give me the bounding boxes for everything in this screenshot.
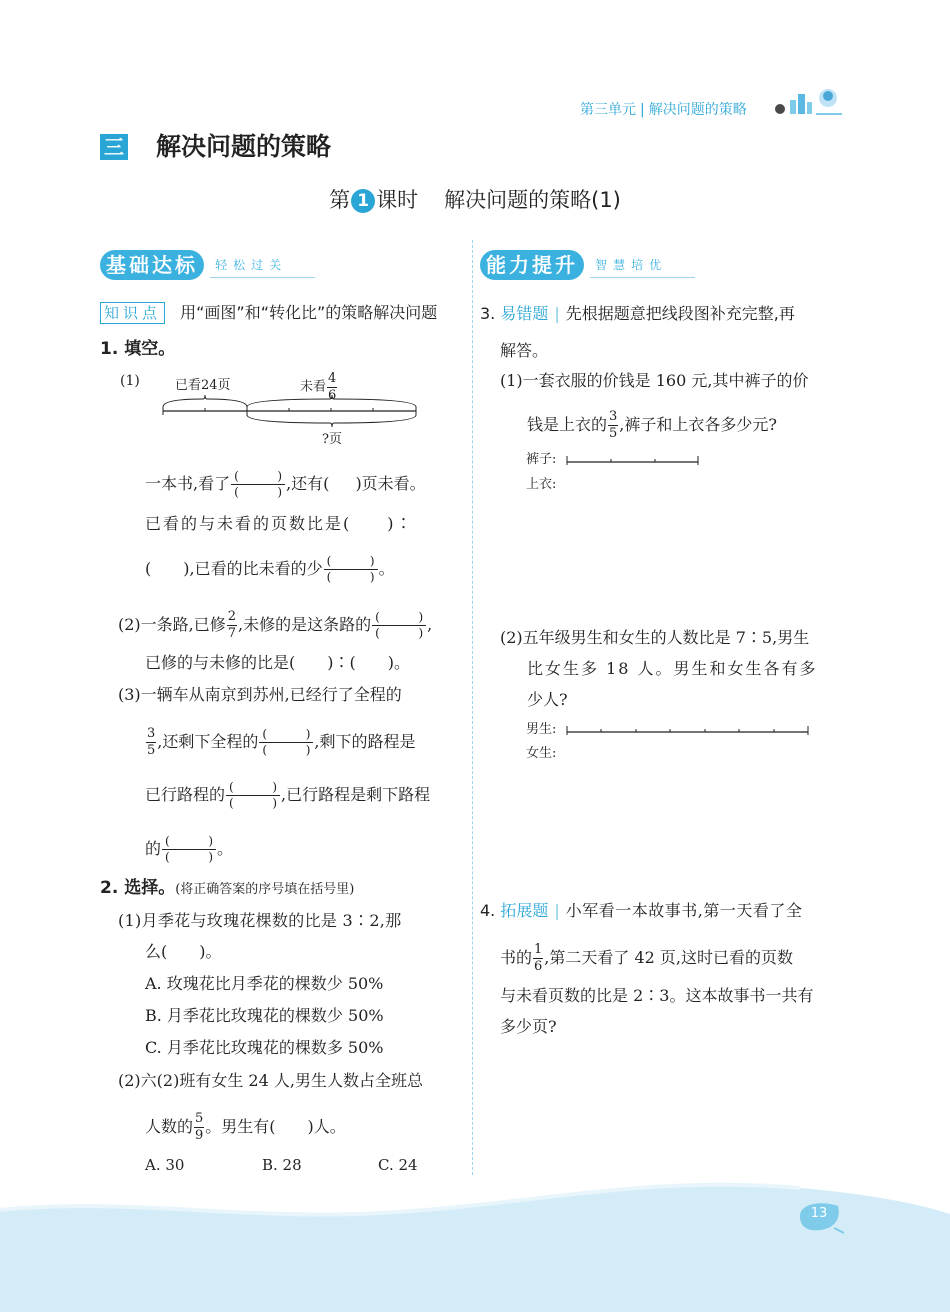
knowledge-tag: 知识点	[100, 302, 165, 324]
badge-sub-basic: 轻松过关	[215, 258, 288, 272]
q1-title: 1. 填空。	[100, 339, 176, 359]
q4-den: 6	[534, 959, 543, 974]
q1-3-line2	[145, 727, 415, 758]
diagram-unread-text: 未看	[300, 379, 327, 395]
q2-note: (将正确答案的序号填在括号里)	[175, 882, 355, 897]
q1-2-line1	[118, 610, 432, 641]
q1-3-line2-b: ,剩下的路程是	[314, 732, 416, 751]
q3-1-line2-a: 钱是上衣的	[527, 415, 608, 434]
q3-1-pants-label: 裤子:	[526, 452, 557, 467]
q1-1-line1-b: ,还有(	[286, 474, 330, 493]
q4-num: 1	[534, 942, 543, 957]
q3-1-line1: (1)一套衣服的价钱是 160 元,其中裤子的价	[500, 371, 809, 390]
diagram-unread-den: 6	[328, 388, 337, 403]
q1-1-line3-a: ( ),已看的比未看的少	[145, 559, 323, 578]
section-badge-basic	[100, 250, 287, 280]
q1-2-line1-a: (2)一条路,已修	[118, 615, 226, 634]
q2-1-option-a[interactable]: A. 玫瑰花比月季花的棵数少 50%	[145, 974, 384, 993]
q3-line2: 解答。	[500, 341, 549, 360]
badge-underline-basic	[210, 277, 315, 278]
badge-title-advanced: 能力提升	[480, 250, 584, 280]
q4-line2-a: 书的	[500, 948, 533, 967]
q3-1-num: 3	[609, 409, 618, 424]
q2-2-den: 9	[195, 1128, 204, 1143]
q3-number: 3.	[480, 304, 496, 323]
badge-underline-advanced	[590, 277, 695, 278]
q3-1-den: 5	[609, 426, 618, 441]
fraction-blank-4[interactable]: ( ) ( )	[259, 728, 313, 757]
q2-2-line2	[145, 1112, 346, 1143]
q2-title	[100, 877, 354, 899]
knowledge-text: 用“画图”和“转化比”的策略解决问题	[180, 303, 438, 322]
badge-sub-advanced: 智慧培优	[595, 258, 668, 272]
chapter-number-box: 三	[100, 134, 128, 160]
q3-tag: 易错题	[500, 304, 549, 323]
q1-3-line4-b: 。	[217, 839, 234, 858]
q3-2-boys-label: 男生:	[526, 722, 557, 737]
fraction-blank-5[interactable]: ( ) ( )	[226, 781, 280, 810]
knowledge-point	[100, 302, 437, 324]
q2-2-line2-a: 人数的	[145, 1117, 194, 1136]
q1-1-label: (1)	[120, 373, 140, 389]
q3-tag-separator: |	[554, 304, 560, 323]
section-badge-advanced	[480, 250, 667, 280]
q1-3-line4	[145, 835, 233, 864]
fraction-blank-2[interactable]: ( ) ( )	[324, 555, 378, 584]
q1-1-line1-a: 一本书,看了	[145, 474, 231, 493]
chapter-title: 解决问题的策略	[156, 132, 332, 161]
q3-text-1: 先根据题意把线段图补充完整,再	[565, 304, 795, 323]
q1-2-num: 2	[227, 609, 237, 624]
q2-2-option-a[interactable]: A. 30	[145, 1156, 185, 1174]
diagram-unread-num: 4	[328, 371, 337, 386]
q4-tag: 拓展题	[500, 901, 549, 920]
q1-1-line1	[145, 470, 426, 499]
q2-2-line2-b: 。男生有( )人。	[205, 1117, 346, 1136]
q2-title-text: 2. 选择。	[100, 878, 176, 898]
fraction-blank-1[interactable]: ( ) ( )	[231, 470, 285, 499]
q1-1-line3-b: 。	[378, 559, 395, 578]
q4-line2-b: ,第二天看了 42 页,这时已看的页数	[544, 948, 794, 967]
column-divider	[472, 240, 473, 1175]
q3-2-line2: 比女生多 18 人。男生和女生各有多	[527, 659, 818, 678]
q2-1-line1: (1)月季花与玫瑰花棵数的比是 3∶2,那	[118, 911, 402, 930]
q3-2-girls-label: 女生:	[526, 746, 557, 761]
header-separator: |	[640, 102, 645, 118]
diagram-read-label: 已看24页	[175, 378, 231, 393]
q4-line4: 多少页?	[500, 1017, 557, 1036]
page-number: 13	[810, 1206, 828, 1221]
q2-1-line2: 么( )。	[145, 942, 222, 961]
q2-2-num: 5	[195, 1111, 204, 1126]
header-unit: 第三单元	[580, 102, 636, 118]
q1-3-line3	[145, 781, 430, 810]
q1-3-num: 3	[147, 726, 156, 741]
badge-title-basic: 基础达标	[100, 250, 204, 280]
q3-1-line2-b: ,裤子和上衣各多少元?	[619, 415, 777, 434]
q1-3-line3-a: 已行路程的	[145, 785, 226, 804]
q3-line1	[480, 303, 795, 325]
q1-3-line3-b: ,已行路程是剩下路程	[281, 785, 431, 804]
q4-line2	[500, 943, 793, 974]
fraction-blank-3[interactable]: ( ) ( )	[372, 611, 426, 640]
boys-segment-bar[interactable]	[565, 723, 815, 737]
header-city-decoration-icon	[772, 84, 846, 118]
q3-1-line2	[527, 410, 777, 441]
q4-line3: 与未看页数的比是 2∶3。这本故事书一共有	[500, 986, 814, 1005]
q1-2-line1-b: ,未修的是这条路的	[238, 615, 372, 634]
q4-text-1: 小军看一本故事书,第一天看了全	[565, 901, 803, 920]
q1-1-line2: 已看的与未看的页数比是( )∶	[145, 514, 414, 533]
fraction-blank-6[interactable]: ( ) ( )	[162, 835, 216, 864]
q4-line1	[480, 900, 802, 922]
q1-2-den: 7	[227, 626, 237, 641]
q4-tag-separator: |	[554, 901, 560, 920]
pants-segment-bar[interactable]	[565, 453, 705, 467]
q1-3-line4-a: 的	[145, 839, 162, 858]
lesson-title	[0, 186, 950, 214]
q1-3-line2-a: ,还剩下全程的	[157, 732, 259, 751]
lesson-prefix: 第	[329, 188, 351, 212]
q2-2-line1: (2)六(2)班有女生 24 人,男生人数占全班总	[118, 1071, 423, 1090]
q2-2-option-b[interactable]: B. 28	[262, 1156, 302, 1174]
diagram-total-label: ?页	[322, 432, 342, 447]
q1-2-line1-c: ,	[427, 615, 433, 634]
lesson-number-badge: 1	[351, 189, 375, 213]
header-topic: 解决问题的策略	[648, 102, 747, 118]
q4-number: 4.	[480, 901, 496, 920]
q2-2-option-c[interactable]: C. 24	[378, 1156, 418, 1174]
q3-2-line1: (2)五年级男生和女生的人数比是 7∶5,男生	[500, 628, 810, 647]
q1-2-line2: 已修的与未修的比是( )∶( )。	[145, 653, 410, 672]
q1-3-line1: (3)一辆车从南京到苏州,已经行了全程的	[118, 685, 402, 704]
book-line-diagram	[158, 395, 423, 435]
running-header	[580, 99, 747, 119]
q2-1-option-c[interactable]: C. 月季花比玫瑰花的棵数多 50%	[145, 1038, 384, 1057]
q2-1-option-b[interactable]: B. 月季花比玫瑰花的棵数少 50%	[145, 1006, 384, 1025]
q1-1-line3	[145, 555, 395, 584]
q1-1-line1-c: )页未看。	[355, 474, 426, 493]
lesson-name: 解决问题的策略(1)	[444, 188, 621, 212]
lesson-suffix: 课时	[376, 188, 419, 212]
q1-3-den: 5	[147, 743, 156, 758]
q3-2-line3: 少人?	[527, 690, 568, 709]
q3-1-top-label: 上衣:	[526, 477, 557, 492]
